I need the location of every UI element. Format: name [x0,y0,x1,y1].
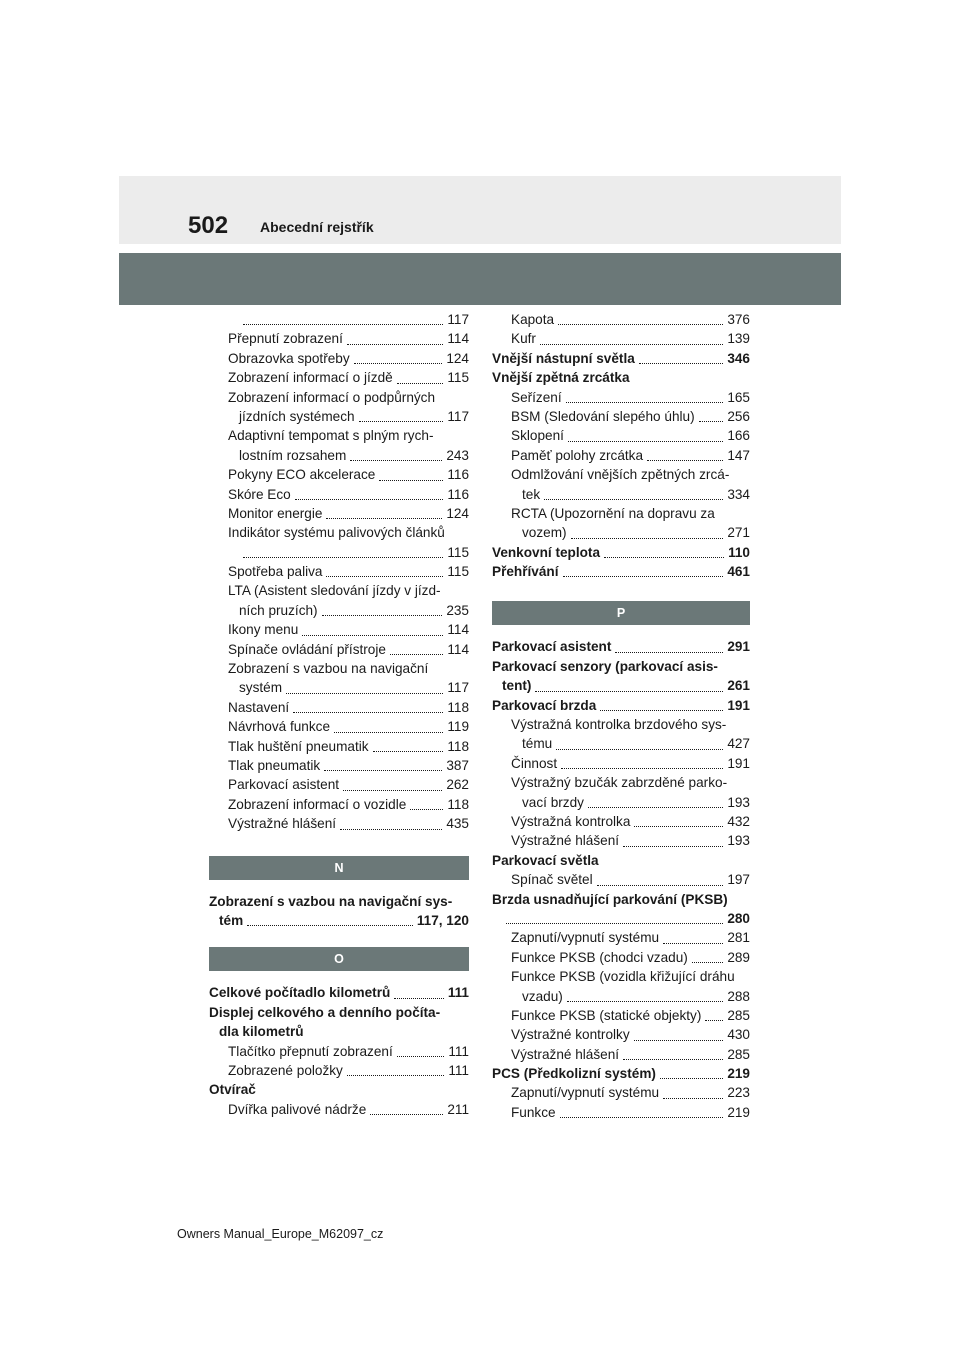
index-entry-heading [209,1080,469,1099]
index-entry[interactable] [209,756,469,775]
page-number: 502 [188,212,229,239]
index-entry-text: Výstražná kontrolka [511,813,631,829]
index-entry-text: Zobrazení s vazbou na navigační [228,661,429,677]
page-reference[interactable]: 432 [725,812,750,831]
page-reference[interactable]: 256 [725,407,750,426]
dot-leader [347,344,443,345]
page-reference[interactable]: 262 [444,775,469,794]
index-entry[interactable] [209,329,469,348]
page-reference[interactable]: 191 [725,754,750,773]
index-column-right [492,310,750,1122]
index-entry[interactable] [209,775,469,794]
dot-leader [634,1040,723,1041]
index-entry-text: tent) [502,678,532,694]
index-entry-text: LTA (Asistent sledování jízdy v jízd- [228,583,441,599]
dot-leader [379,480,443,481]
index-letter-heading: N [209,856,469,880]
index-entry-text: Funkce PKSB (statické objekty) [511,1007,702,1023]
page-reference[interactable]: 197 [725,870,750,889]
page-reference[interactable]: 235 [444,601,469,620]
index-entry[interactable] [492,793,750,812]
index-entry-text: vozem) [522,525,567,541]
dot-leader [566,402,723,403]
index-entry-text: Funkce PKSB (chodci vzadu) [511,949,688,965]
page-reference[interactable]: 111 [446,1042,469,1061]
page-reference[interactable]: 111 [446,1061,469,1080]
index-entry[interactable] [492,1045,750,1064]
index-entry-text: Přehřívání [492,564,559,580]
index-entry-text [502,911,503,926]
index-entry[interactable] [492,1006,750,1025]
page-reference[interactable]: 115 [445,368,469,387]
dot-leader [571,538,723,539]
spacer [209,930,469,947]
index-entry-text: Kufr [511,331,536,347]
dot-leader [560,1117,723,1118]
dot-leader [350,460,442,461]
index-entry-text: Parkovací asistent [492,639,612,655]
index-entry-text: ních pruzích) [239,602,318,618]
index-entry[interactable] [492,485,750,504]
page-reference[interactable]: 124 [444,349,469,368]
dot-leader [639,363,723,364]
index-entry [492,773,750,792]
index-entry-text: Vnější nástupní světla [492,350,635,366]
index-entry-heading[interactable] [209,983,469,1002]
page-reference[interactable]: 114 [445,620,469,639]
dot-leader [243,557,443,558]
index-entry [209,581,469,600]
dot-leader [370,1114,443,1115]
index-entry[interactable] [209,737,469,756]
index-entry-text: Otvírač [209,1082,256,1098]
index-entry-text: Sklopení [511,428,564,444]
page-reference[interactable]: 165 [725,388,750,407]
dot-leader [326,576,443,577]
dot-leader [340,829,442,830]
index-entry[interactable] [492,812,750,831]
index-entry[interactable] [209,368,469,387]
dot-leader [660,1078,723,1079]
index-entry-text: Zobrazené položky [228,1062,343,1078]
dot-leader [600,710,723,711]
index-entry-text: tek [522,486,541,502]
dot-leader [623,1059,723,1060]
page-reference[interactable]: 376 [725,310,750,329]
page-reference[interactable]: 223 [725,1083,750,1102]
page-reference[interactable]: 435 [444,814,469,833]
dot-leader [535,691,723,692]
dot-leader [615,652,723,653]
index-entry-heading[interactable] [492,562,750,581]
dot-leader [604,557,724,558]
index-entry-text: tém [219,912,244,928]
dot-leader [354,363,442,364]
page-reference[interactable]: 124 [444,504,469,523]
page-reference[interactable]: 114 [445,329,469,348]
index-entry-text: Brzda usnadňující parkování (PKSB) [492,891,728,907]
index-entry-text: BSM (Sledování slepého úhlu) [511,408,695,424]
index-entry-text: Výstražné hlášení [511,1046,620,1062]
index-entry[interactable] [492,870,750,889]
index-entry-text: Tlačítko přepnutí zobrazení [228,1043,393,1059]
index-entry[interactable] [209,717,469,736]
index-entry-heading[interactable] [492,1064,750,1083]
index-entry-text: vací brzdy [522,794,584,810]
index-entry-text: Odmlžování vnějších zpětných zrcá- [511,467,730,483]
index-entry[interactable] [209,1100,469,1119]
spacer [209,834,469,856]
index-entry-text: Výstražná kontrolka brzdového sys- [511,717,727,733]
index-entry-heading[interactable] [492,637,750,656]
page-reference[interactable]: 193 [725,831,750,850]
index-entry[interactable] [492,1103,750,1122]
page-reference[interactable]: 117, 120 [415,911,469,930]
dot-leader [347,1075,444,1076]
index-entry[interactable] [209,1061,469,1080]
dot-leader [410,809,443,810]
index-entry-text: Displej celkového a denního počíta- [209,1004,441,1020]
index-entry[interactable] [492,948,750,967]
index-entry[interactable] [209,678,469,697]
index-entry[interactable] [492,388,750,407]
index-entry [492,465,750,484]
dot-leader [343,790,442,791]
index-entry-text: PCS (Předkolizní systém) [492,1066,656,1082]
index-entry-text: Funkce PKSB (vozidla křižující dráhu [511,969,735,985]
index-entry-text: Přepnutí zobrazení [228,331,343,347]
index-entry[interactable] [209,504,469,523]
index-entry[interactable] [209,698,469,717]
page-reference[interactable]: 288 [725,987,750,1006]
index-entry-text: Zobrazení informací o jízdě [228,370,393,386]
page-reference[interactable]: 116 [445,485,469,504]
index-entry-text: Ikony menu [228,622,299,638]
index-entry-text: Parkovací asistent [228,777,340,793]
dot-leader [663,1098,723,1099]
index-entry-text: Venkovní teplota [492,544,601,560]
dot-leader [692,962,723,963]
dot-leader [634,826,723,827]
index-entry-heading [209,1022,469,1041]
index-entry-text: Výstražné kontrolky [511,1027,630,1043]
index-entry-text: Zapnutí/vypnutí systému [511,1085,660,1101]
index-entry[interactable] [209,795,469,814]
page-reference[interactable]: 243 [444,446,469,465]
index-entry-text: Spotřeba paliva [228,564,323,580]
page-reference[interactable]: 111 [446,983,469,1002]
index-entry[interactable] [209,620,469,639]
index-entry[interactable] [209,562,469,581]
dot-leader [647,460,723,461]
index-entry-text: Dvířka palivové nádrže [228,1101,367,1117]
page-reference[interactable]: 289 [725,948,750,967]
index-entry[interactable] [492,446,750,465]
index-entry[interactable] [492,1025,750,1044]
index-entry-text: Zapnutí/vypnutí systému [511,930,660,946]
index-entry-text: jízdních systémech [239,408,355,424]
page-reference[interactable]: 118 [445,795,469,814]
page-reference[interactable]: 280 [725,909,750,928]
index-entry-text: Zobrazení s vazbou na navigační sys- [209,893,453,909]
page-reference[interactable]: 119 [445,717,469,736]
dot-leader [373,751,443,752]
index-entry-text: Seřízení [511,389,562,405]
index-entry-text: Pokyny ECO akcelerace [228,467,376,483]
page-reference[interactable]: 193 [725,793,750,812]
page-reference[interactable]: 271 [725,523,750,542]
page-reference[interactable]: 117 [445,678,469,697]
index-entry [209,426,469,445]
index-entry-text: Parkovací světla [492,852,599,868]
index-entry-text: Vnější zpětná zrcátka [492,370,630,386]
index-entry-heading[interactable] [209,911,469,930]
index-entry-text: Obrazovka spotřeby [228,350,350,366]
index-entry-text: Monitor energie [228,505,323,521]
index-entry-heading[interactable] [492,543,750,562]
dot-leader [243,324,443,325]
index-entry[interactable] [209,485,469,504]
index-entry-text: dla kilometrů [219,1024,304,1040]
index-entry-text: Tlak huštění pneumatik [228,738,369,754]
index-entry[interactable] [209,1042,469,1061]
index-entry-text: Výstražný bzučák zabrzděné parko- [511,775,728,791]
index-entry-heading[interactable] [492,676,750,695]
index-entry-text: Kapota [511,312,555,327]
index-entry[interactable] [209,814,469,833]
index-entry-heading [209,892,469,911]
page-reference[interactable]: 387 [444,756,469,775]
index-entry[interactable] [492,407,750,426]
page-reference[interactable]: 118 [445,698,469,717]
index-entry[interactable] [492,329,750,348]
index-entry-text: tému [522,736,553,752]
index-entry-heading[interactable] [492,696,750,715]
index-entry-text: lostním rozsahem [239,447,347,463]
page-reference[interactable]: 219 [725,1103,750,1122]
index-entry-heading[interactable] [492,349,750,368]
spacer [209,971,469,983]
index-entry-text: Výstražné hlášení [511,833,620,849]
index-letter-heading: O [209,947,469,971]
dot-leader [567,1001,723,1002]
index-entry[interactable] [492,1083,750,1102]
index-entry-heading [492,851,750,870]
index-entry[interactable] [209,465,469,484]
page-reference[interactable]: 261 [725,676,750,695]
index-entry-text: vzadu) [522,988,563,1004]
dot-leader [302,635,443,636]
dot-leader [663,943,723,944]
page-reference[interactable]: 191 [725,696,750,715]
index-entry-text: Činnost [511,755,558,771]
index-entry[interactable] [492,928,750,947]
dot-leader [556,749,723,750]
index-entry-text: systém [239,680,283,696]
page-reference[interactable]: 461 [725,562,750,581]
index-entry-heading [209,1003,469,1022]
index-letter-heading: P [492,601,750,625]
index-entry-text: Návrhová funkce [228,719,331,735]
index-entry-text: Skóre Eco [228,486,291,502]
index-entry [209,523,469,542]
index-entry-text: Parkovací senzory (parkovací asis- [492,658,718,674]
dot-leader [544,499,723,500]
dot-leader [623,846,723,847]
index-entry [209,388,469,407]
dot-leader [293,712,443,713]
dot-leader [247,925,413,926]
dot-leader [334,732,443,733]
index-entry-text: Spínače ovládání přístroje [228,641,386,657]
dot-leader [322,615,442,616]
index-entry-text: Adaptivní tempomat s plným rych- [228,428,434,444]
index-entry[interactable] [209,310,469,329]
page-reference[interactable]: 427 [725,734,750,753]
page-reference[interactable]: 117 [445,310,469,329]
page-reference[interactable]: 117 [445,407,469,426]
spacer [209,880,469,892]
dot-leader [561,768,723,769]
index-entry-text: Celkové počítadlo kilometrů [209,985,391,1001]
page-reference[interactable]: 211 [445,1100,469,1119]
page-reference[interactable]: 110 [726,543,750,562]
index-entry[interactable] [492,734,750,753]
index-entry-text: Zobrazení informací o vozidle [228,796,407,812]
dot-leader [397,383,443,384]
index-entry[interactable] [492,523,750,542]
index-entry[interactable] [209,543,469,562]
index-entry [492,715,750,734]
dot-leader [540,344,723,345]
page-reference[interactable]: 166 [725,426,750,445]
dot-leader [295,499,443,500]
index-entry[interactable] [209,349,469,368]
dot-leader [563,576,723,577]
header-dark-band [119,253,841,305]
footer-doc-id: Owners Manual_Europe_M62097_cz [177,1227,384,1241]
index-entry [209,659,469,678]
dot-leader [506,923,723,924]
page-reference[interactable]: 115 [445,562,469,581]
index-entry-text: Zobrazení informací o podpůrných [228,389,436,405]
page-reference[interactable]: 334 [725,485,750,504]
dot-leader [390,654,443,655]
index-entry-text: Výstražné hlášení [228,816,337,832]
page-reference[interactable]: 430 [725,1025,750,1044]
page-reference[interactable]: 285 [725,1006,750,1025]
page-reference[interactable]: 147 [725,446,750,465]
page-reference[interactable]: 291 [725,637,750,656]
index-entry[interactable] [492,831,750,850]
index-column-left [209,310,469,1119]
index-entry[interactable] [209,640,469,659]
index-entry-text: Spínač světel [511,872,593,888]
index-entry-heading [492,657,750,676]
page-reference[interactable]: 346 [725,349,750,368]
index-entry[interactable] [209,446,469,465]
page-reference[interactable]: 285 [725,1045,750,1064]
index-entry-text: Tlak pneumatik [228,757,321,773]
page-reference[interactable]: 139 [725,329,750,348]
index-entry-text [239,545,240,560]
dot-leader [286,693,443,694]
dot-leader [699,421,723,422]
dot-leader [558,324,723,325]
index-entry-text: Funkce [511,1104,556,1120]
index-entry-text: Parkovací brzda [492,697,597,713]
page-reference[interactable]: 115 [445,543,469,562]
index-entry-text: Paměť polohy zrcátka [511,447,644,463]
index-entry-text [239,312,240,327]
dot-leader [394,998,444,999]
index-entry[interactable] [209,407,469,426]
index-entry-text: Nastavení [228,699,290,715]
dot-leader [324,770,442,771]
spacer [492,625,750,637]
spacer [492,581,750,601]
index-entry[interactable] [492,426,750,445]
dot-leader [588,807,723,808]
page-reference[interactable]: 116 [445,465,469,484]
index-entry[interactable] [492,754,750,773]
page-reference[interactable]: 281 [725,928,750,947]
index-entry[interactable] [492,987,750,1006]
section-title: Abecední rejstřík [260,219,374,235]
index-entry[interactable] [209,601,469,620]
page-reference[interactable]: 118 [445,737,469,756]
dot-leader [597,885,723,886]
dot-leader [397,1056,444,1057]
index-entry-heading [492,368,750,387]
index-entry[interactable] [492,310,750,329]
index-entry [492,504,750,523]
index-entry-text: Indikátor systému palivových článků [228,525,445,541]
dot-leader [359,421,443,422]
page-reference[interactable]: 114 [445,640,469,659]
index-entry [492,967,750,986]
dot-leader [705,1020,723,1021]
dot-leader [326,518,442,519]
index-entry-heading [492,890,750,909]
index-entry-heading[interactable] [492,909,750,928]
index-entry-text: RCTA (Upozornění na dopravu za [511,505,715,521]
page-reference[interactable]: 219 [725,1064,750,1083]
dot-leader [568,441,723,442]
